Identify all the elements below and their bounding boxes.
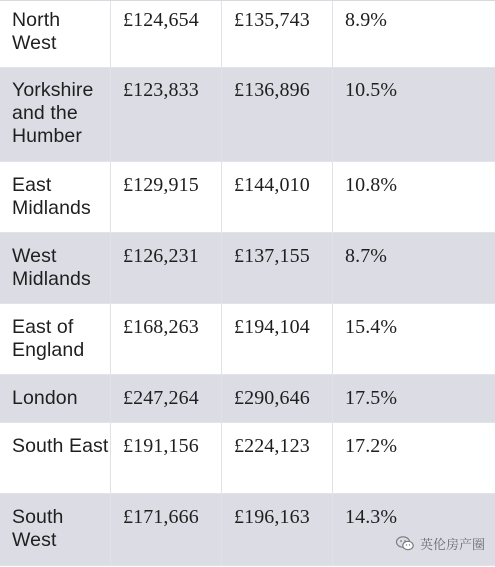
- table-row: [0, 423, 495, 494]
- table-row: [0, 162, 495, 233]
- percent-change-cell: 14.3%: [345, 506, 398, 528]
- region-cell: East Midlands: [0, 162, 111, 232]
- region-cell: East of England: [0, 304, 111, 374]
- table-row: [0, 68, 495, 162]
- price-after-cell: £135,743: [222, 1, 333, 67]
- price-after-cell: £290,646: [222, 375, 333, 422]
- percent-change-cell: 17.2%: [345, 435, 398, 457]
- price-before-cell: £124,654: [111, 1, 222, 67]
- price-before-cell: £168,263: [111, 304, 222, 374]
- percent-change-cell: 8.9%: [345, 9, 388, 31]
- price-after-cell: £194,104: [222, 304, 333, 374]
- price-after-cell: £196,163: [222, 494, 333, 565]
- region-cell: South West: [0, 494, 111, 565]
- table-row: [0, 233, 495, 304]
- wechat-icon: [396, 536, 414, 551]
- price-after-cell: £137,155: [222, 233, 333, 303]
- region-cell: North West: [0, 1, 111, 67]
- region-cell: Yorkshire and the Humber: [0, 68, 111, 161]
- watermark-text: 英伦房产圈: [419, 538, 485, 553]
- percent-change-cell: 10.5%: [345, 79, 398, 101]
- region-cell: West Midlands: [0, 233, 111, 303]
- table-row: [0, 375, 495, 423]
- region-cell: London: [0, 375, 111, 422]
- table-row: [0, 1, 495, 68]
- price-before-cell: £123,833: [111, 68, 222, 161]
- price-before-cell: £129,915: [111, 162, 222, 232]
- region-cell: South East: [0, 423, 111, 493]
- price-after-cell: £224,123: [222, 423, 333, 493]
- price-before-cell: £247,264: [111, 375, 222, 422]
- percent-change-cell: 15.4%: [345, 316, 398, 338]
- watermark: [396, 534, 485, 553]
- price-after-cell: £144,010: [222, 162, 333, 232]
- price-before-cell: £126,231: [111, 233, 222, 303]
- table-row: [0, 494, 495, 566]
- price-after-cell: £136,896: [222, 68, 333, 161]
- price-before-cell: £171,666: [111, 494, 222, 565]
- table-row: [0, 304, 495, 375]
- price-before-cell: £191,156: [111, 423, 222, 493]
- percent-change-cell: 10.8%: [345, 174, 398, 196]
- percent-change-cell: 8.7%: [345, 245, 388, 267]
- percent-change-cell: 17.5%: [345, 387, 398, 409]
